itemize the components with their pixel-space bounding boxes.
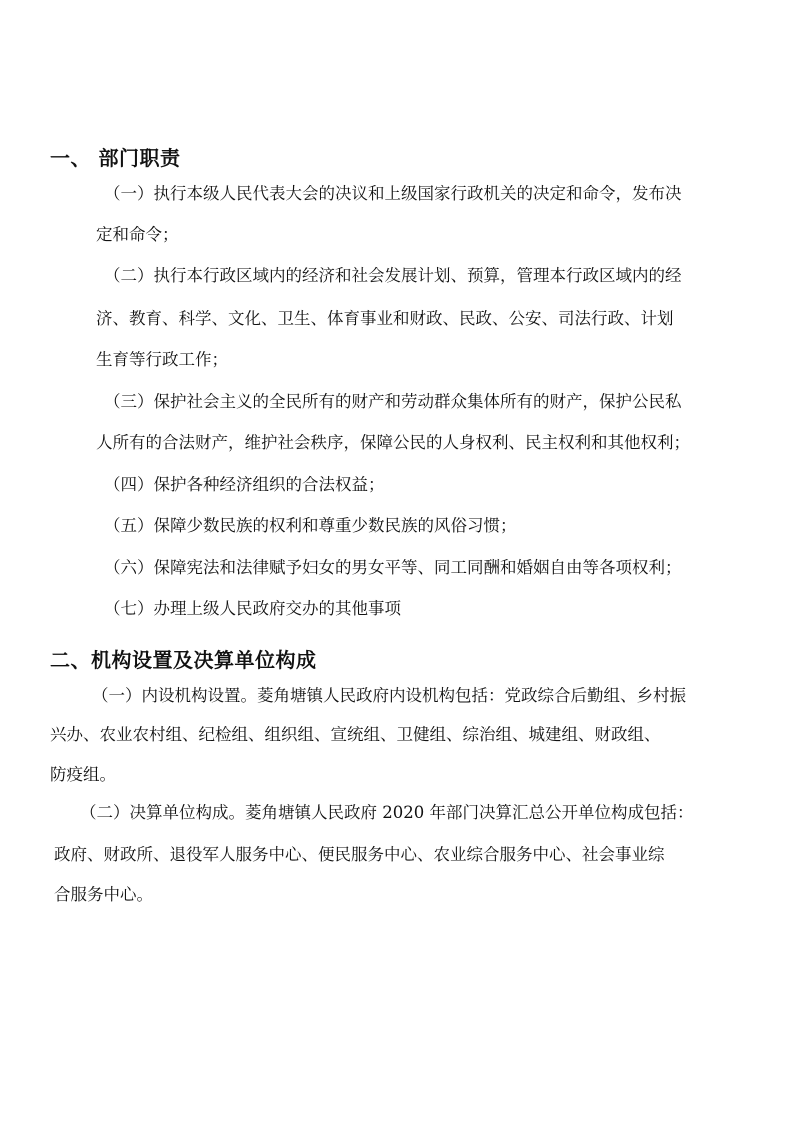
paragraph-line: （二）决算单位构成。菱角塘镇人民政府 2020 年部门决算汇总公开单位构成包括：: [80, 803, 694, 822]
paragraph-line: （四）保护各种经济组织的合法权益；: [104, 475, 385, 494]
paragraph-line: （一）执行本级人民代表大会的决议和上级国家行政机关的决定和命令，发布决: [104, 184, 682, 203]
paragraph-line: 防疫组。: [50, 765, 116, 784]
paragraph-line: （五）保障少数民族的权利和尊重少数民族的风俗习惯；: [104, 516, 517, 535]
paragraph-line: 定和命令；: [96, 225, 179, 244]
paragraph-line: （六）保障宪法和法律赋予妇女的男女平等、同工同酬和婚姻自由等各项权利；: [104, 558, 682, 577]
section-heading-structure: 二、机构设置及决算单位构成: [50, 648, 317, 672]
paragraph-line: （一）内设机构设置。菱角塘镇人民政府内设机构包括：党政综合后勤组、乡村振: [92, 686, 686, 705]
paragraph-line: （七）办理上级人民政府交办的其他事项: [104, 599, 401, 618]
paragraph-line: 济、教育、科学、文化、卫生、体育事业和财政、民政、公安、司法行政、计划: [96, 309, 674, 328]
paragraph-line: 合服务中心。: [54, 885, 153, 904]
section-heading-duties: 一、 部门职责: [50, 146, 181, 170]
paragraph-line: 兴办、农业农村组、纪检组、组织组、宣统组、卫健组、综治组、城建组、财政组、: [50, 725, 661, 744]
paragraph-line: 政府、财政所、退役军人服务中心、便民服务中心、农业综合服务中心、社会事业综: [54, 845, 665, 864]
paragraph-line: （二）执行本行政区域内的经济和社会发展计划、预算，管理本行政区域内的经: [104, 266, 682, 285]
paragraph-line: 生育等行政工作；: [96, 350, 228, 369]
paragraph-line: 人所有的合法财产，维护社会秩序，保障公民的人身权利、民主权利和其他权利；: [96, 433, 690, 452]
paragraph-line: （三）保护社会主义的全民所有的财产和劳动群众集体所有的财产，保护公民私: [104, 392, 682, 411]
